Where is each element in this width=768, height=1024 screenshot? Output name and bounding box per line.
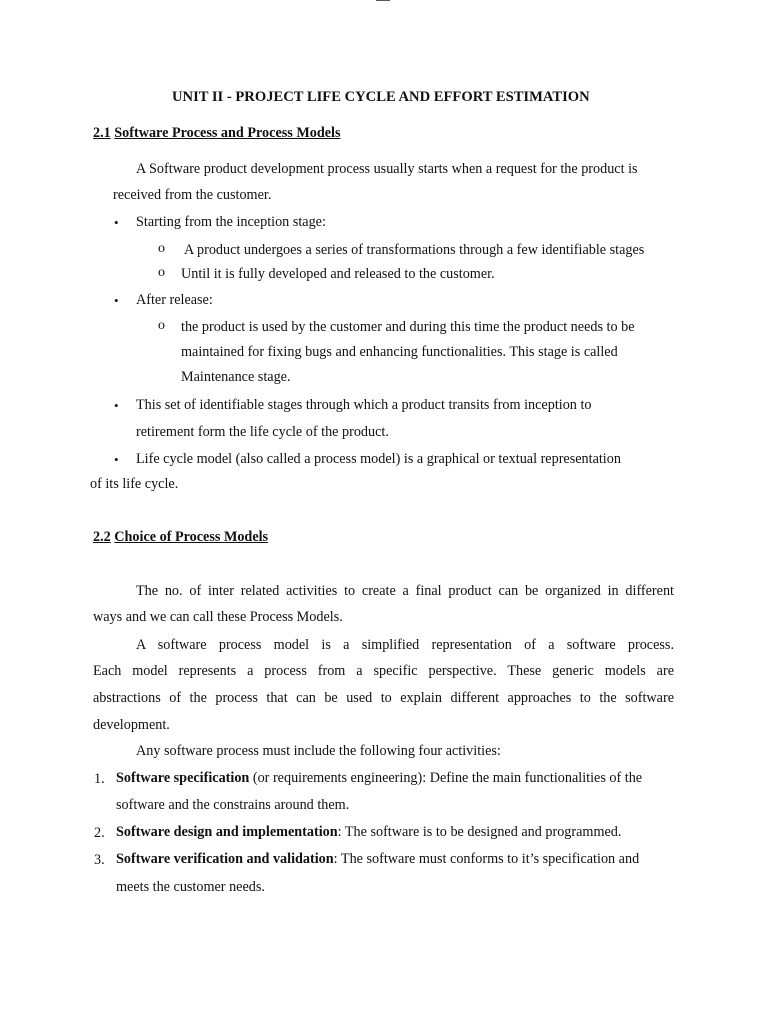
intro-line-1: A Software product development process usually starts when a request for the product is [136, 161, 638, 177]
section-2-2-heading [93, 529, 268, 546]
list-item-term: Software specification [116, 770, 250, 786]
para-2-line-4: development. [93, 717, 170, 733]
section-2-1-heading [93, 125, 340, 142]
bullet-1-sub-1: A product undergoes a series of transformations through a few identifiable stages [184, 242, 645, 258]
section-title: Choice of Process Models [114, 529, 269, 545]
para-3: Any software process must include the following four activities: [136, 743, 501, 759]
sub-bullet-icon: o [158, 265, 165, 280]
list-number: 2. [94, 825, 105, 841]
list-item-1 [116, 770, 642, 787]
bullet-icon: • [114, 452, 119, 467]
section-number: 2.2 [93, 529, 111, 545]
list-item-term: Software design and implementation [116, 824, 338, 840]
list-item-desc: : The software is to be designed and programmed. [337, 824, 622, 840]
bullet-2-sub-1: the product is used by the customer and during this time the product needs to be [181, 319, 635, 335]
intro-line-2: received from the customer. [113, 187, 272, 203]
para-1-line-1: The no. of inter related activities to create a final product can be organized in different [136, 583, 674, 599]
bullet-icon: • [114, 215, 119, 230]
page-top-mark [376, 0, 390, 1]
list-item-2 [116, 824, 621, 841]
bullet-2-sub-3: Maintenance stage. [181, 369, 291, 385]
sub-bullet-icon: o [158, 318, 165, 333]
bullet-1-text: Starting from the inception stage: [136, 214, 326, 230]
list-item-3-cont: meets the customer needs. [116, 879, 265, 895]
para-1-line-2: ways and we can call these Process Models. [93, 609, 343, 625]
list-item-desc: : The software must conforms to it’s specification and [333, 851, 640, 867]
bullet-4-text: Life cycle model (also called a process model) is a graphical or textual representation [136, 451, 621, 467]
para-2-line-3: abstractions of the process that can be used to explain different approaches to the software [93, 690, 674, 706]
section-title: Software Process and Process Models [114, 125, 341, 141]
list-number: 3. [94, 852, 105, 868]
bullet-1-sub-2: Until it is fully developed and released to the customer. [181, 266, 495, 282]
para-2-line-1: A software process model is a simplified representation of a software process. [136, 637, 674, 653]
section-number: 2.1 [93, 125, 111, 141]
bullet-2-text: After release: [136, 292, 213, 308]
bullet-icon: • [114, 398, 119, 413]
page-title: UNIT II - PROJECT LIFE CYCLE AND EFFORT ESTIMATION [172, 89, 590, 105]
bullet-icon: • [114, 293, 119, 308]
bullet-3-text: This set of identifiable stages through which a product transits from inception to [136, 397, 592, 413]
bullet-3-cont: retirement form the life cycle of the product. [136, 424, 389, 440]
list-item-3 [116, 851, 639, 868]
list-item-desc: (or requirements engineering): Define the main functionalities of the [249, 770, 643, 786]
bullet-2-sub-2: maintained for fixing bugs and enhancing functionalities. This stage is called [181, 344, 618, 360]
list-item-1-cont: software and the constrains around them. [116, 797, 350, 813]
list-item-term: Software verification and validation [116, 851, 334, 867]
para-2-line-2: Each model represents a process from a specific perspective. These generic models are [93, 663, 674, 679]
sub-bullet-icon: o [158, 241, 165, 256]
bullet-4-cont: of its life cycle. [90, 476, 179, 492]
list-number: 1. [94, 771, 105, 787]
